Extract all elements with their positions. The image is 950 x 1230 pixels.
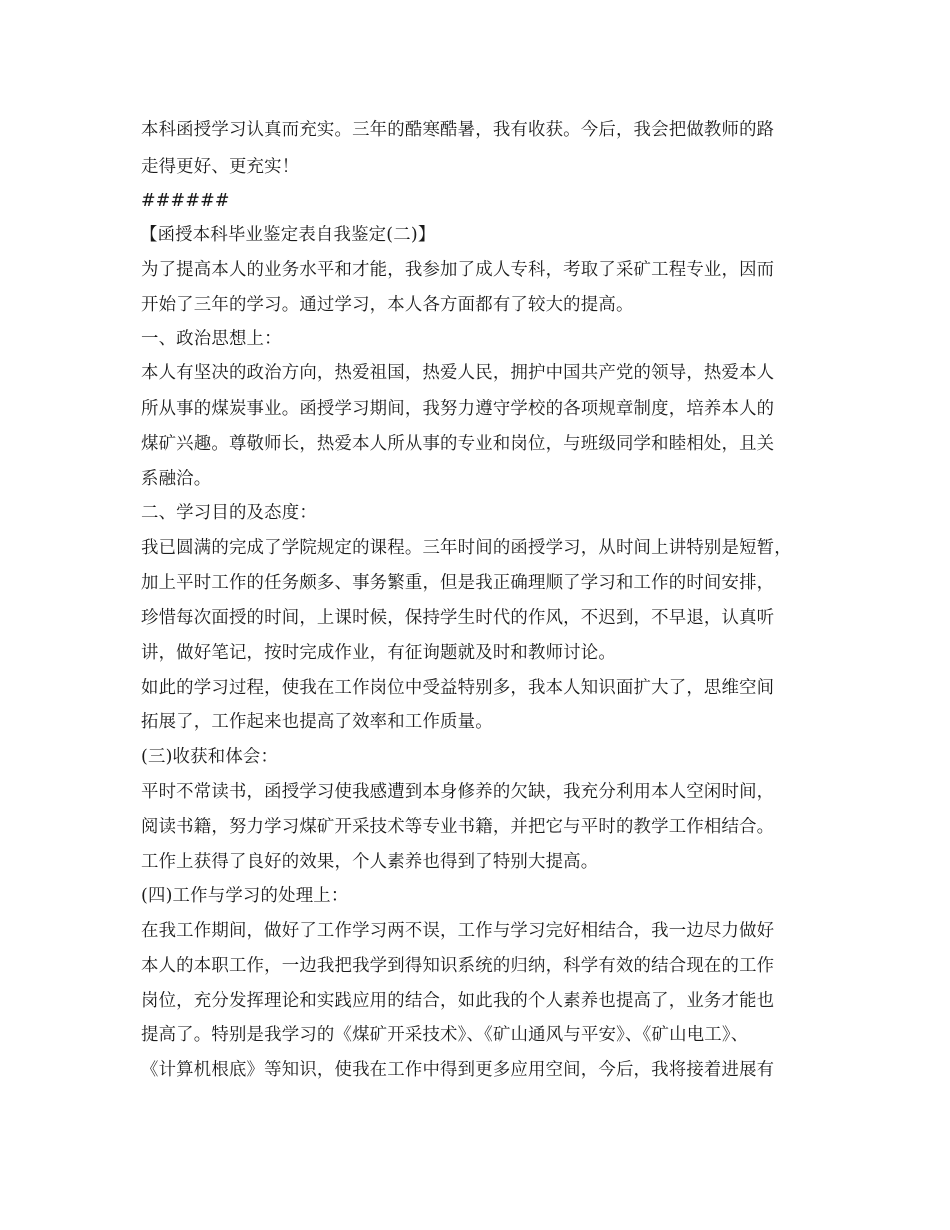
text-line: 我已圆满的完成了学院规定的课程。三年时间的函授学习，从时间上讲特别是短暂， [141,538,792,558]
text-line: 工作上获得了良好的效果，个人素养也得到了特别大提高。 [141,852,599,872]
subheading: (四)工作与学习的处理上： [141,886,349,906]
subheading: (三)收获和体会： [141,747,279,767]
text-line: 本人的本职工作，一边我把我学到得知识系统的归纳，科学有效的结合现在的工作 [141,956,775,976]
text-line: 提高了。特别是我学习的《煤矿开采技术》、《矿山通风与平安》、《矿山电工》、 [141,1025,749,1045]
text-line: 为了提高本人的业务水平和才能，我参加了成人专科，考取了采矿工程专业，因而 [141,260,775,280]
text-line: 所从事的煤炭事业。函授学习期间，我努力遵守学校的各项规章制度，培养本人的 [141,399,775,419]
text-line: 系融洽。 [141,469,212,489]
text-line: 《计算机根底》等知识，使我在工作中得到更多应用空间，今后，我将接着进展有 [141,1060,775,1080]
section-heading: 【函授本科毕业鉴定表自我鉴定(二)】 [140,225,436,245]
text-line: 平时不常读书，函授学习使我感遭到本身修养的欠缺，我充分利用本人空闲时间， [141,782,775,802]
text-line: 拓展了，工作起来也提高了效率和工作质量。 [141,712,493,732]
text-line: 在我工作期间，做好了工作学习两不误，工作与学习完好相结合，我一边尽力做好 [141,921,775,941]
text-line: 本人有坚决的政治方向，热爱祖国，热爱人民，拥护中国共产党的领导，热爱本人 [141,363,775,383]
subheading: 一、政治思想上： [141,329,282,349]
subheading: 二、学习目的及态度： [141,503,317,523]
text-line: 珍惜每次面授的时间，上课时候，保持学生时代的作风，不迟到，不早退，认真听 [141,608,775,628]
text-line: 如此的学习过程，使我在工作岗位中受益特别多，我本人知识面扩大了，思维空间 [141,678,775,698]
text-line: 走得更好、更充实！ [141,157,300,177]
text-line: 加上平时工作的任务颇多、事务繁重，但是我正确理顺了学习和工作的时间安排， [141,573,775,593]
text-line: 本科函授学习认真而充实。三年的酷寒酷暑，我有收获。今后，我会把做教师的路 [141,120,775,140]
separator-line: ###### [141,191,230,211]
text-line: 开始了三年的学习。通过学习，本人各方面都有了较大的提高。 [141,295,634,315]
text-line: 岗位，充分发挥理论和实践应用的结合，如此我的个人素养也提高了，业务才能也 [141,991,775,1011]
text-line: 煤矿兴趣。尊敬师长，热爱本人所从事的专业和岗位，与班级同学和睦相处，且关 [141,434,775,454]
text-line: 阅读书籍，努力学习煤矿开采技术等专业书籍，并把它与平时的教学工作相结合。 [141,817,775,837]
text-line: 讲，做好笔记，按时完成作业，有征询题就及时和教师讨论。 [141,643,616,663]
